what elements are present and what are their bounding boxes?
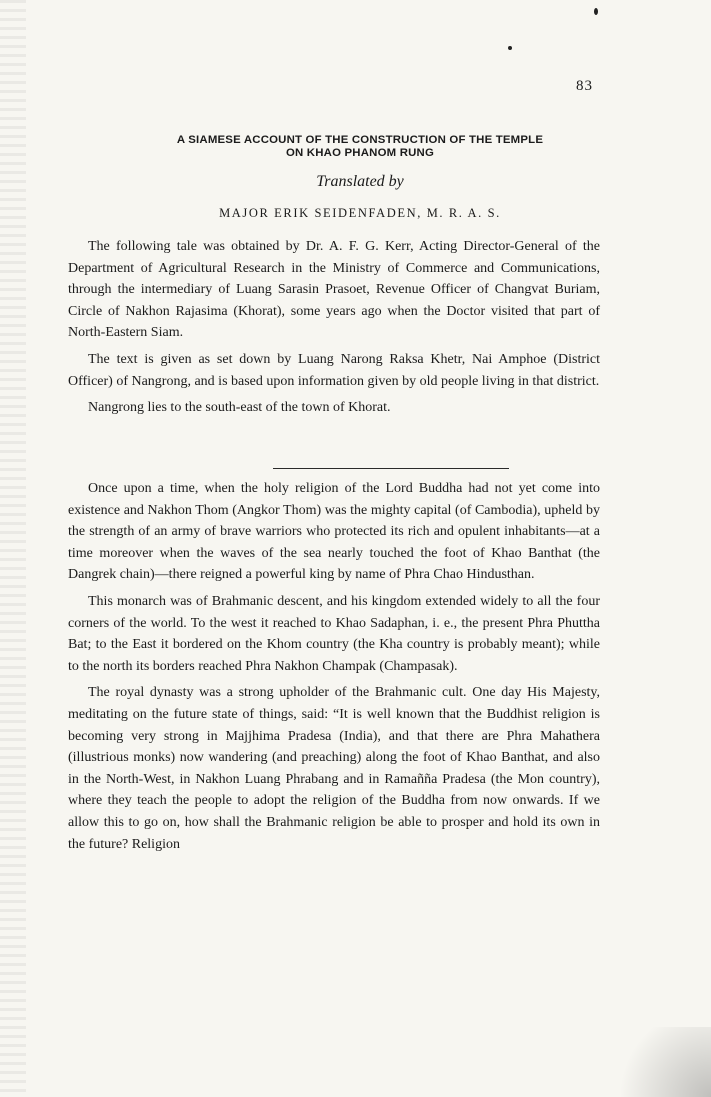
intro-paragraph: The following tale was obtained by Dr. A. F. G. Kerr, Acting Director-General of the Department of Agricultural Research in the Ministry of Commerce and Communications, through the intermediary of Luang Sarasin Prasoet, Revenue Officer of Changvat Buriam, Circle of Nakhon Rajasima (Khorat), some years ago when the Doctor visited that part of North-Eastern Siam. [68,239,600,341]
author-line: MAJOR ERIK SEIDENFADEN, M. R. A. S. [219,206,501,220]
scan-corner-noise [601,1027,711,1097]
story-paragraph: This monarch was of Brahmanic descent, and his kingdom extended widely to all the four corners of the world. To the west it reached to Khao Sadaphan, i. e., the present Phra Phuttha Bat; to the East it bordered on the Khom country (the Kha country is probably meant); while to the north its borders reached Phra Nakhon Champak (Champasak). [68,593,600,674]
story-paragraph: The royal dynasty was a strong upholder of the Brahmanic cult. One day His Majesty, meditating on the future state of things, said: “It is well known that the Buddhist religion is becoming very strong in Majjhima Pradesa (India), and that there are Phra Mahathera (illustrious monks) now wandering (and preaching) along the foot of Khao Banthat, and also in the North-West, in Nakhon Luang Phrabang and in Ramañña Pradesa (the Mon country), where they teach the people to adopt the religion of the Buddha from now onwards. If we allow this to go on, how shall the Brahmanic religion be able to prosper and hold its own in the future? Religion [68,685,600,852]
story-section [68,478,600,860]
page-number: 83 [576,78,593,94]
intro-paragraph: The text is given as set down by Luang Narong Raksa Khetr, Nai Amphoe (District Officer) of Nangrong, and is based upon information given by old people living in that district. [68,351,600,389]
story-paragraph: Once upon a time, when the holy religion of the Lord Buddha had not yet come into existence and Nakhon Thom (Angkor Thom) was the mighty capital (of Cambodia), upheld by the strength of an army of brave warriors who protected its rich and opulent inhabitants—at a time moreover when the waves of the sea nearly touched the foot of Khao Banthat (the Dangrek chain)—there reigned a powerful king by name of Phra Chao Hindusthan. [68,481,600,583]
translated-by: Translated by [316,173,404,190]
article-title [70,134,650,160]
scan-speck [508,46,512,50]
intro-section [68,236,600,424]
title-line-2: ON KHAO PHANOM RUNG [285,147,435,159]
section-divider [273,468,509,469]
intro-paragraph: Nangrong lies to the south-east of the town of Khorat. [88,400,391,416]
scan-speck [594,8,598,15]
scan-edge-noise [0,0,26,1097]
title-line-1: A SIAMESE ACCOUNT OF THE CONSTRUCTION OF THE TEMPLE [176,134,544,146]
